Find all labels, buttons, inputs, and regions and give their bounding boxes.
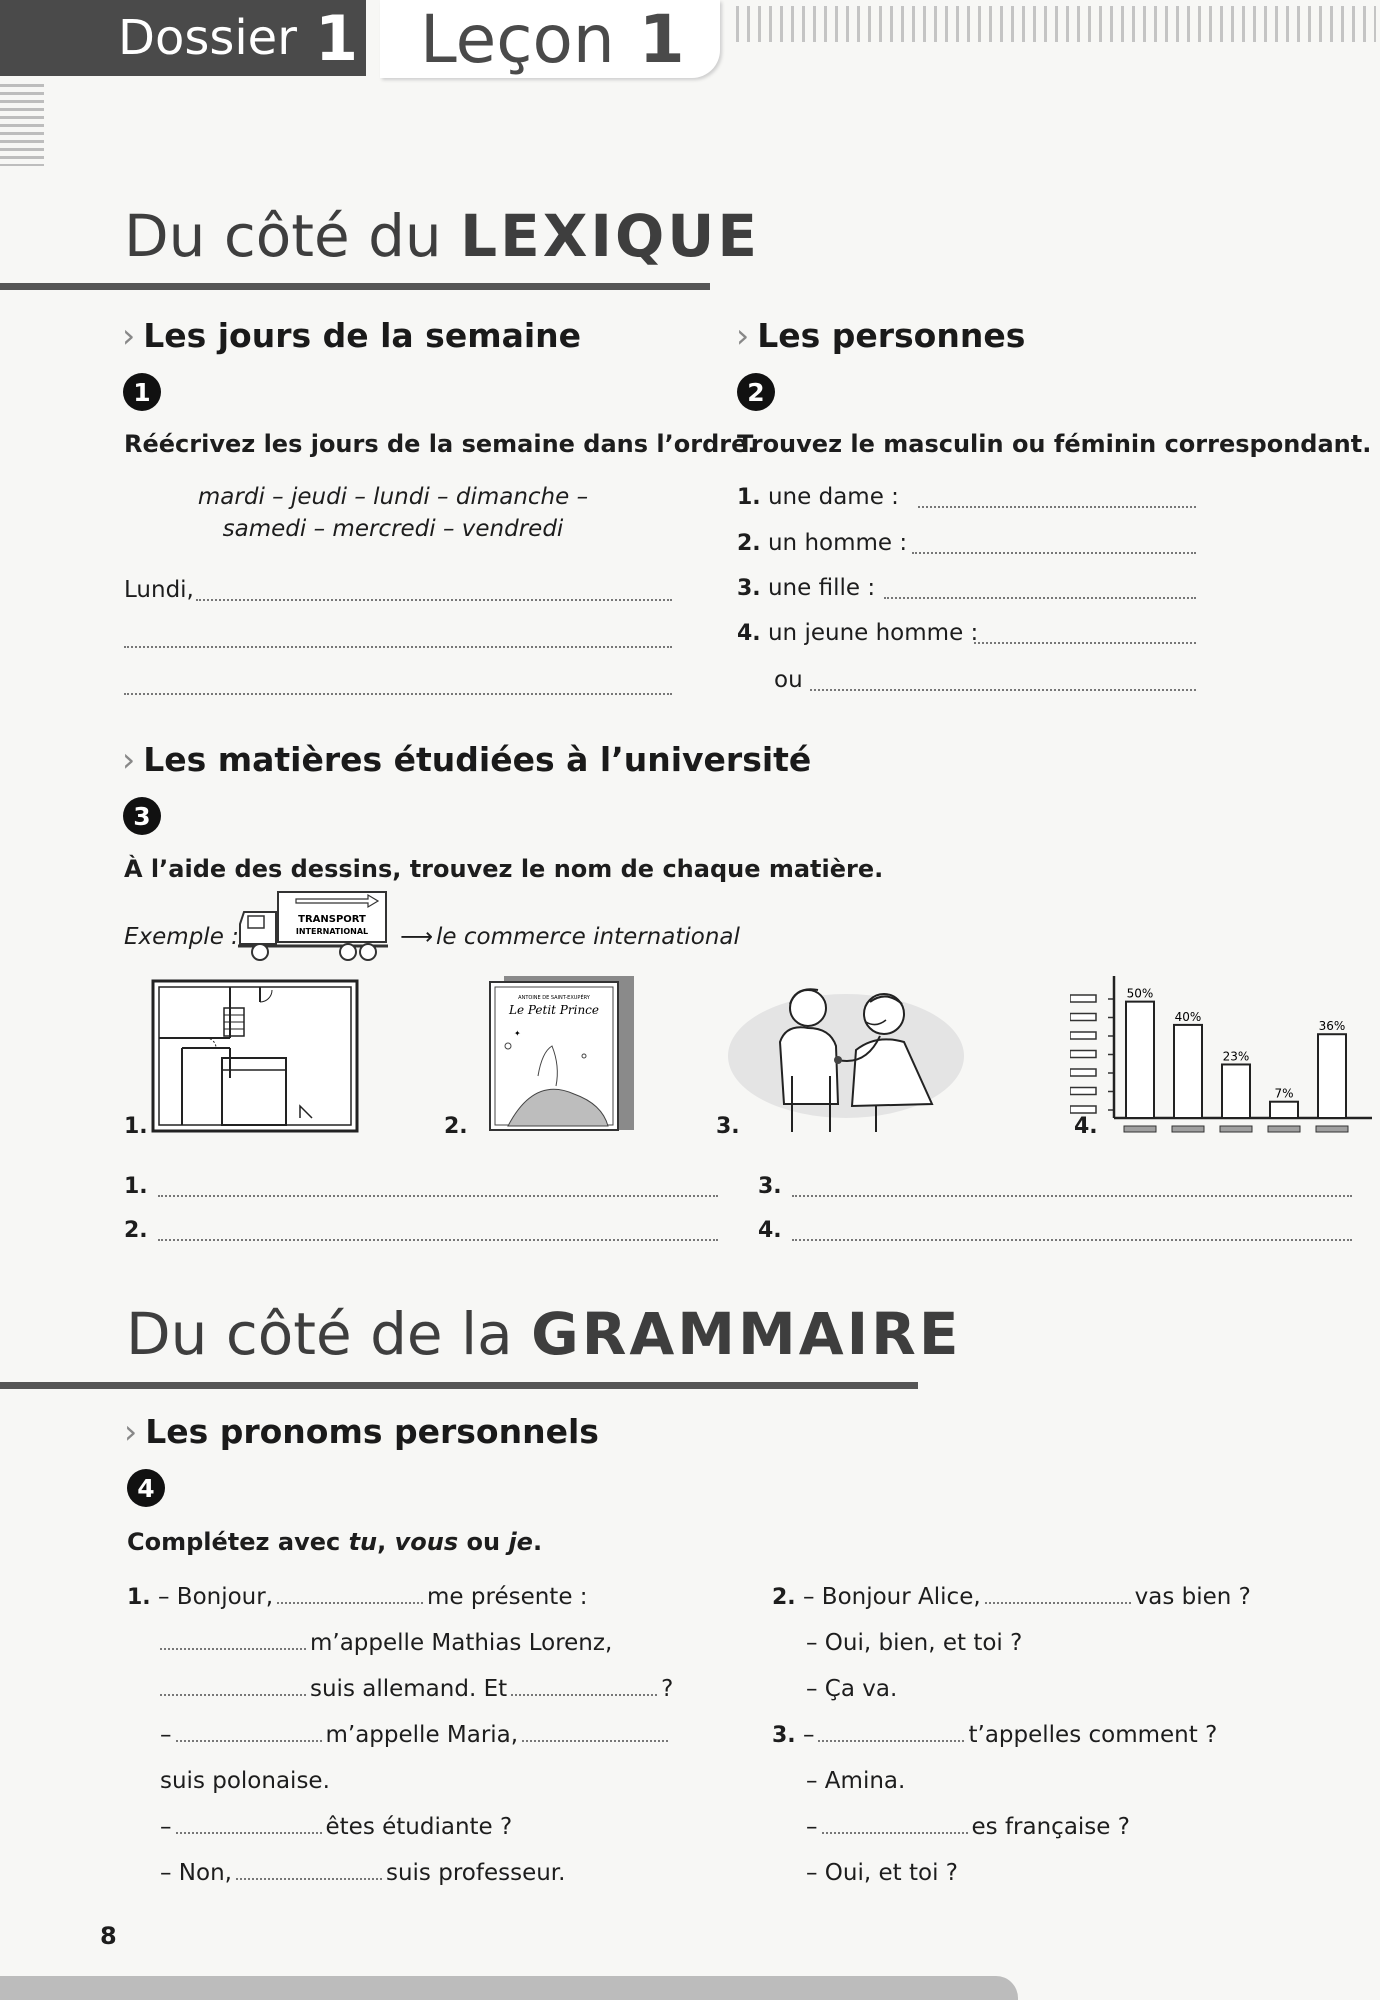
matiere-answer-2[interactable]	[158, 1238, 718, 1241]
answer-2-number: 2.	[124, 1218, 148, 1243]
grammaire-title-bold: GRAMMAIRE	[531, 1300, 962, 1368]
dialogue-3-line-2: – Amina.	[806, 1768, 906, 1794]
blank-field[interactable]	[822, 1831, 968, 1834]
lecon-tab	[380, 0, 720, 78]
personnes-or-label: ou	[774, 667, 803, 693]
y-tick-label-box	[1070, 1051, 1096, 1058]
dialogue-1-line-2	[160, 1630, 612, 1656]
item-number: 1.	[737, 485, 761, 510]
jours-instruction: Réécrivez les jours de la semaine dans l’ordre.	[124, 430, 757, 458]
matieres-heading-text: Les matières étudiées à l’université	[143, 740, 812, 779]
matiere-answer-4[interactable]	[792, 1238, 1352, 1241]
y-tick-label-box	[1070, 995, 1096, 1002]
bar	[1318, 1034, 1346, 1118]
lexique-title-prefix: Du côté du	[124, 202, 461, 270]
instr-part: ou	[458, 1528, 509, 1556]
lecon-number: 1	[638, 0, 685, 78]
dialogue-text: – Bonjour Alice,	[802, 1584, 981, 1610]
dialogue-text: ?	[661, 1676, 674, 1702]
book-title: Le Petit Prince	[508, 1003, 600, 1017]
grammaire-title-prefix: Du côté de la	[126, 1300, 532, 1368]
personnes-instruction: Trouvez le masculin ou féminin correspondant.	[737, 430, 1372, 458]
blank-field[interactable]	[818, 1739, 964, 1742]
truck-text-2: INTERNATIONAL	[295, 927, 369, 936]
grammaire-section-title	[126, 1300, 961, 1368]
dialogue-number: 3.	[772, 1723, 796, 1748]
dialogue-1-line-4	[160, 1722, 672, 1748]
answer-1-number: 1.	[124, 1174, 148, 1199]
dialogue-text: – Bonjour,	[157, 1584, 274, 1610]
personnes-answer-1[interactable]	[918, 505, 1196, 508]
dialogue-text: – Non,	[160, 1860, 232, 1886]
bar-value-label: 50%	[1126, 986, 1154, 1001]
answer-4-number: 4.	[758, 1218, 782, 1243]
dialogue-text: m’appelle Maria,	[325, 1722, 519, 1748]
exercise-2-number: 2	[747, 377, 765, 407]
dialogue-1-line-6	[160, 1814, 512, 1840]
truck-illustration	[236, 888, 392, 964]
instr-tu: tu	[348, 1528, 378, 1556]
category-label-box	[1220, 1126, 1252, 1132]
blank-field[interactable]	[160, 1647, 306, 1650]
jours-heading: › Les jours de la semaine	[122, 316, 582, 355]
blank-field[interactable]	[985, 1601, 1131, 1604]
personnes-answer-2[interactable]	[912, 551, 1196, 554]
doctor-illustration	[726, 976, 966, 1136]
y-tick-label-box	[1070, 1014, 1096, 1021]
personnes-item-3	[737, 575, 875, 601]
footer-bar	[0, 1976, 1018, 2000]
dossier-label: Dossier	[118, 10, 297, 66]
dialogue-text: –	[160, 1814, 172, 1840]
blank-field[interactable]	[160, 1693, 306, 1696]
instr-part: .	[532, 1528, 543, 1556]
jours-answer-line-2[interactable]	[124, 645, 672, 648]
y-tick-label-box	[1070, 1069, 1096, 1076]
picture-2-number: 2.	[444, 1114, 468, 1139]
blank-field[interactable]	[277, 1601, 423, 1604]
floor-plan-illustration	[150, 978, 360, 1134]
bar-chart-illustration	[1070, 976, 1376, 1144]
dialogue-text: es française ?	[971, 1814, 1130, 1840]
example-label: Exemple :	[124, 924, 239, 950]
item-text: une dame :	[767, 484, 899, 510]
dialogue-1-line-1	[127, 1584, 588, 1610]
item-text: un homme :	[767, 530, 908, 556]
item-number: 3.	[737, 576, 761, 601]
picture-3-number: 3.	[716, 1114, 740, 1139]
category-label-box	[1172, 1126, 1204, 1132]
dialogue-text: êtes étudiante ?	[325, 1814, 513, 1840]
instr-part: Complétez avec	[127, 1528, 349, 1556]
personnes-heading-text: Les personnes	[757, 316, 1026, 355]
header-stripes	[736, 6, 1376, 42]
category-label-box	[1316, 1126, 1348, 1132]
bar	[1270, 1102, 1298, 1118]
bar	[1222, 1064, 1250, 1118]
dialogue-2-line-2: – Oui, bien, et toi ?	[806, 1630, 1023, 1656]
dialogue-text: –	[802, 1722, 815, 1748]
lexique-title-bold: LEXIQUE	[460, 202, 761, 270]
category-label-box	[1268, 1126, 1300, 1132]
svg-text:✦: ✦	[514, 1029, 521, 1038]
dossier-number: 1	[314, 1, 359, 75]
picture-4-number: 4.	[1074, 1114, 1098, 1139]
dialogue-text: t’appelles comment ?	[968, 1722, 1218, 1748]
book-illustration	[484, 976, 634, 1132]
picture-1-number: 1.	[124, 1114, 148, 1139]
lexique-section-title	[124, 202, 760, 270]
answer-3-number: 3.	[758, 1174, 782, 1199]
dialogue-3-line-3	[806, 1814, 1130, 1840]
dialogue-number: 2.	[772, 1585, 796, 1610]
exercise-1-number: 1	[133, 377, 151, 407]
y-tick-label-box	[1070, 1106, 1096, 1113]
pronoms-heading: › Les pronoms personnels	[124, 1412, 599, 1451]
dialogue-text: vas bien ?	[1134, 1584, 1251, 1610]
exercise-1-badge	[123, 373, 161, 411]
bar-value-label: 7%	[1274, 1086, 1294, 1101]
exercise-4-number: 4	[137, 1473, 155, 1503]
dialogue-2-line-3: – Ça va.	[806, 1676, 898, 1702]
dialogue-text: suis allemand. Et	[310, 1676, 508, 1702]
bar	[1126, 1002, 1154, 1118]
dialogue-1-line-7	[160, 1860, 565, 1886]
jours-start-word: Lundi,	[124, 577, 194, 603]
bar	[1174, 1025, 1202, 1118]
blank-field[interactable]	[236, 1877, 382, 1880]
truck-text-1: TRANSPORT	[298, 914, 366, 925]
jours-answer-line-3[interactable]	[124, 692, 672, 695]
item-text: une fille :	[767, 575, 876, 601]
dialogue-text: –	[806, 1814, 818, 1840]
personnes-item-1	[737, 484, 899, 510]
dialogue-3-line-4: – Oui, et toi ?	[806, 1860, 958, 1886]
dialogue-1-line-5: suis polonaise.	[160, 1768, 330, 1794]
exercise-4-badge	[127, 1469, 165, 1507]
dossier-tab	[0, 0, 366, 76]
dialogue-text: m’appelle Mathias Lorenz,	[310, 1630, 613, 1656]
matiere-answer-3[interactable]	[792, 1194, 1352, 1197]
category-label-box	[1124, 1126, 1156, 1132]
blank-field[interactable]	[176, 1831, 322, 1834]
personnes-heading: › Les personnes	[736, 316, 1026, 355]
personnes-answer-4b[interactable]	[810, 688, 1196, 691]
matieres-instruction: À l’aide des dessins, trouvez le nom de chaque matière.	[124, 855, 884, 883]
page-number: 8	[100, 1922, 117, 1950]
example-answer: le commerce international	[436, 924, 740, 950]
personnes-answer-3[interactable]	[884, 596, 1196, 599]
dialogue-3-line-1	[772, 1722, 1217, 1748]
jours-answer-line-1[interactable]	[196, 598, 672, 601]
blank-field[interactable]	[522, 1739, 668, 1742]
blank-field[interactable]	[511, 1693, 657, 1696]
dialogue-number: 1.	[127, 1585, 151, 1610]
margin-marks	[0, 84, 44, 166]
instr-vous: vous	[394, 1528, 459, 1556]
dialogue-text: –	[160, 1722, 172, 1748]
dialogue-2-line-1	[772, 1584, 1251, 1610]
instr-je: je	[508, 1528, 533, 1556]
exercise-3-badge	[123, 797, 161, 835]
lecon-label: Leçon	[420, 0, 615, 78]
pronoms-instruction	[127, 1528, 542, 1556]
bar-value-label: 40%	[1174, 1009, 1202, 1024]
item-text: un jeune homme :	[767, 620, 979, 646]
matieres-heading: › Les matières étudiées à l’université	[122, 740, 812, 779]
jours-words-line1: mardi – jeudi – lundi – dimanche –	[197, 484, 589, 510]
book-author: ANTOINE DE SAINT-EXUPÉRY	[518, 995, 590, 1001]
personnes-item-2	[737, 530, 907, 556]
y-tick-label-box	[1070, 1088, 1096, 1095]
jours-heading-text: Les jours de la semaine	[143, 316, 582, 355]
item-number: 4.	[737, 621, 761, 646]
dialogue-text: suis professeur.	[385, 1860, 566, 1886]
y-tick-label-box	[1070, 1032, 1096, 1039]
personnes-item-4	[737, 620, 978, 646]
item-number: 2.	[737, 531, 761, 556]
dialogue-1-line-3	[160, 1676, 673, 1702]
jours-words-line2: samedi – mercredi – vendredi	[222, 516, 564, 542]
exercise-2-badge	[737, 373, 775, 411]
bar-value-label: 23%	[1222, 1049, 1250, 1064]
exercise-3-number: 3	[133, 801, 151, 831]
grammaire-rule	[0, 1382, 918, 1389]
matiere-answer-1[interactable]	[158, 1194, 718, 1197]
lexique-rule	[0, 283, 710, 290]
pronoms-heading-text: Les pronoms personnels	[145, 1412, 599, 1451]
personnes-answer-4[interactable]	[974, 641, 1196, 644]
bar-value-label: 36%	[1318, 1019, 1346, 1034]
blank-field[interactable]	[176, 1739, 322, 1742]
instr-part: ,	[377, 1528, 395, 1556]
dialogue-text: me présente :	[427, 1584, 588, 1610]
example-arrow: ⟶	[400, 924, 433, 950]
